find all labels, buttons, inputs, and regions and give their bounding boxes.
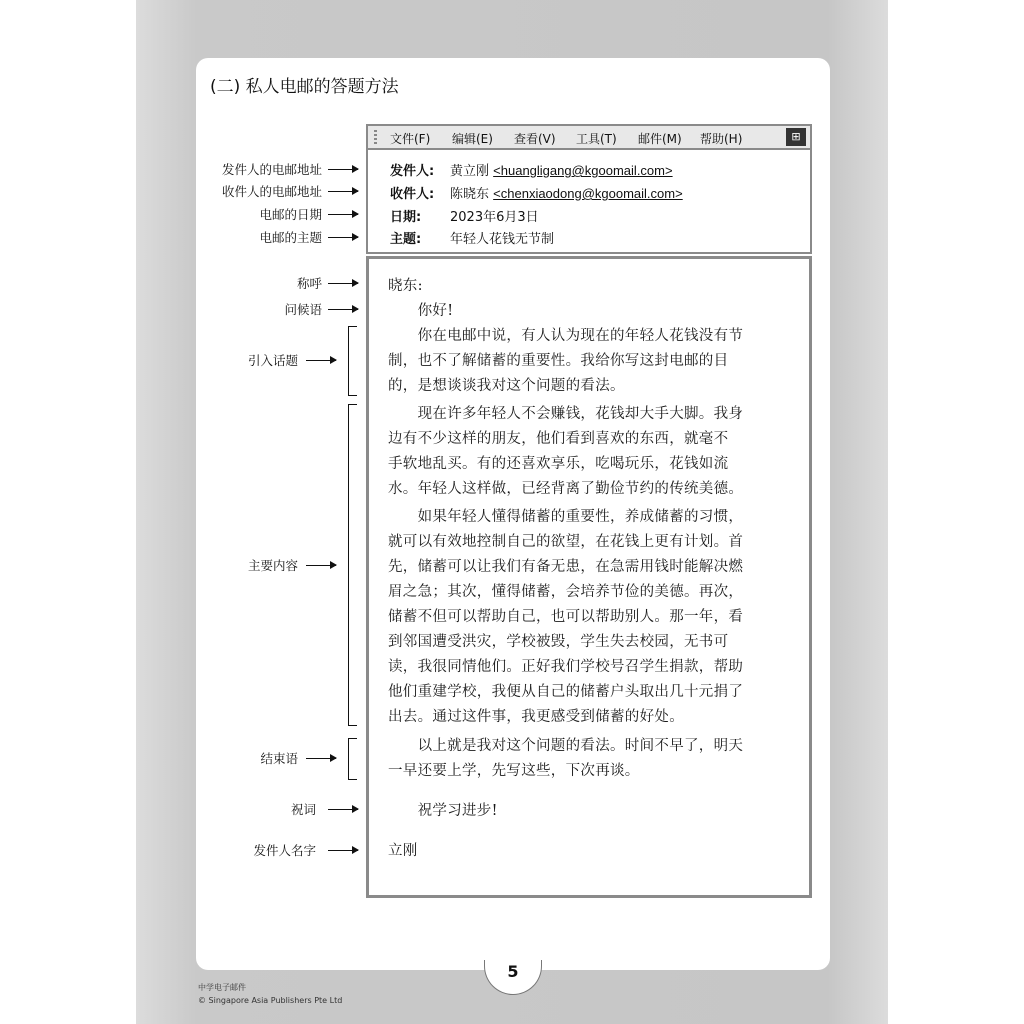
date-label: 日期: xyxy=(390,210,422,225)
menu-edit[interactable]: 编辑(E) xyxy=(452,132,493,146)
bracket-closing xyxy=(348,738,357,780)
arrow-icon xyxy=(328,850,358,851)
body-line: 祝学习进步! xyxy=(388,803,498,819)
bracket-main-content xyxy=(348,404,357,726)
from-email[interactable]: <huangligang@kgoomail.com> xyxy=(493,163,673,178)
to-row xyxy=(390,183,683,202)
to-name: 陈晓东 xyxy=(450,187,490,202)
app-logo-icon: ⊞ xyxy=(786,128,806,146)
annotation-intro: 引入话题 xyxy=(247,353,298,368)
menu-view[interactable]: 查看(V) xyxy=(514,132,556,146)
annotation-subject: 电邮的主题 xyxy=(259,230,322,245)
body-line: 读，我很同情他们。正好我们学校号召学生捐款，帮助 xyxy=(388,659,744,675)
annotation-sender-name: 发件人名字 xyxy=(253,843,316,858)
body-line: 储蓄不但可以帮助自己，也可以帮助别人。那一年，看 xyxy=(388,609,744,625)
to-label: 收件人: xyxy=(390,187,435,202)
page-number: 5 xyxy=(507,962,519,981)
date-row xyxy=(390,206,539,225)
body-line: 如果年轻人懂得储蓄的重要性，养成储蓄的习惯， xyxy=(388,509,744,525)
arrow-icon xyxy=(328,809,358,810)
footer-copyright: © Singapore Asia Publishers Pte Ltd xyxy=(198,996,343,1005)
subject-label: 主题: xyxy=(390,232,422,247)
arrow-icon xyxy=(306,758,336,759)
arrow-icon xyxy=(306,360,336,361)
body-line: 到邻国遭受洪灾，学校被毁，学生失去校园，无书可 xyxy=(388,634,729,650)
annotation-main-content: 主要内容 xyxy=(247,558,298,573)
arrow-icon xyxy=(328,309,358,310)
body-line: 一早还要上学，先写这些，下次再谈。 xyxy=(388,763,640,779)
menu-mail[interactable]: 邮件(M) xyxy=(638,132,682,146)
to-email[interactable]: <chenxiaodong@kgoomail.com> xyxy=(493,186,683,201)
section-title: (二) 私人电邮的答题方法 xyxy=(210,77,399,97)
annotation-date: 电邮的日期 xyxy=(259,207,322,222)
subject-value: 年轻人花钱无节制 xyxy=(450,232,555,247)
body-line: 你好! xyxy=(388,303,454,319)
body-line: 现在许多年轻人不会赚钱，花钱却大手大脚。我身 xyxy=(388,406,744,422)
body-line: 手软地乱买。有的还喜欢享乐，吃喝玩乐，花钱如流 xyxy=(388,456,729,472)
menu-tools[interactable]: 工具(T) xyxy=(576,132,617,146)
annotation-closing: 结束语 xyxy=(260,751,298,766)
arrow-icon xyxy=(328,214,358,215)
email-header xyxy=(366,150,812,254)
arrow-icon xyxy=(328,237,358,238)
body-line: 晓东: xyxy=(388,278,423,294)
body-line: 眉之急；其次，懂得储蓄，会培养节俭的美德。再次， xyxy=(388,584,744,600)
annotation-greeting: 问候语 xyxy=(284,302,322,317)
from-row xyxy=(390,160,673,179)
annotation-salutation: 称呼 xyxy=(296,276,322,291)
date-value: 2023年6月3日 xyxy=(450,210,539,225)
arrow-icon xyxy=(328,283,358,284)
body-line: 立刚 xyxy=(388,843,418,859)
body-line: 制，也不了解储蓄的重要性。我给你写这封电邮的目 xyxy=(388,353,729,369)
annotation-sender-address: 发件人的电邮地址 xyxy=(221,162,322,177)
body-line: 以上就是我对这个问题的看法。时间不早了，明天 xyxy=(388,738,744,754)
body-line: 你在电邮中说，有人认为现在的年轻人花钱没有节 xyxy=(388,328,744,344)
bracket-intro xyxy=(348,326,357,396)
body-line: 就可以有效地控制自己的欲望，在花钱上更有计划。首 xyxy=(388,534,744,550)
toolbar-grip xyxy=(374,130,377,146)
arrow-icon xyxy=(328,169,358,170)
body-line: 边有不少这样的朋友，他们看到喜欢的东西，就毫不 xyxy=(388,431,729,447)
body-line: 出去。通过这件事，我更感受到储蓄的好处。 xyxy=(388,709,684,725)
arrow-icon xyxy=(306,565,336,566)
menu-help[interactable]: 帮助(H) xyxy=(700,132,743,146)
email-menubar xyxy=(366,124,812,150)
body-line: 他们重建学校，我便从自己的储蓄户头取出几十元捐了 xyxy=(388,684,744,700)
footer-series: 中学电子邮件 xyxy=(198,983,246,992)
arrow-icon xyxy=(328,191,358,192)
body-line: 水。年轻人这样做，已经背离了勤俭节约的传统美德。 xyxy=(388,481,744,497)
menu-file[interactable]: 文件(F) xyxy=(390,132,431,146)
annotation-wishes: 祝词 xyxy=(290,802,316,817)
annotation-receiver-address: 收件人的电邮地址 xyxy=(221,184,322,199)
from-label: 发件人: xyxy=(390,164,435,179)
from-name: 黄立刚 xyxy=(450,164,490,179)
subject-row xyxy=(390,228,554,247)
body-line: 的，是想谈谈我对这个问题的看法。 xyxy=(388,378,625,394)
body-line: 先，储蓄可以让我们有备无患，在急需用钱时能解决燃 xyxy=(388,559,744,575)
